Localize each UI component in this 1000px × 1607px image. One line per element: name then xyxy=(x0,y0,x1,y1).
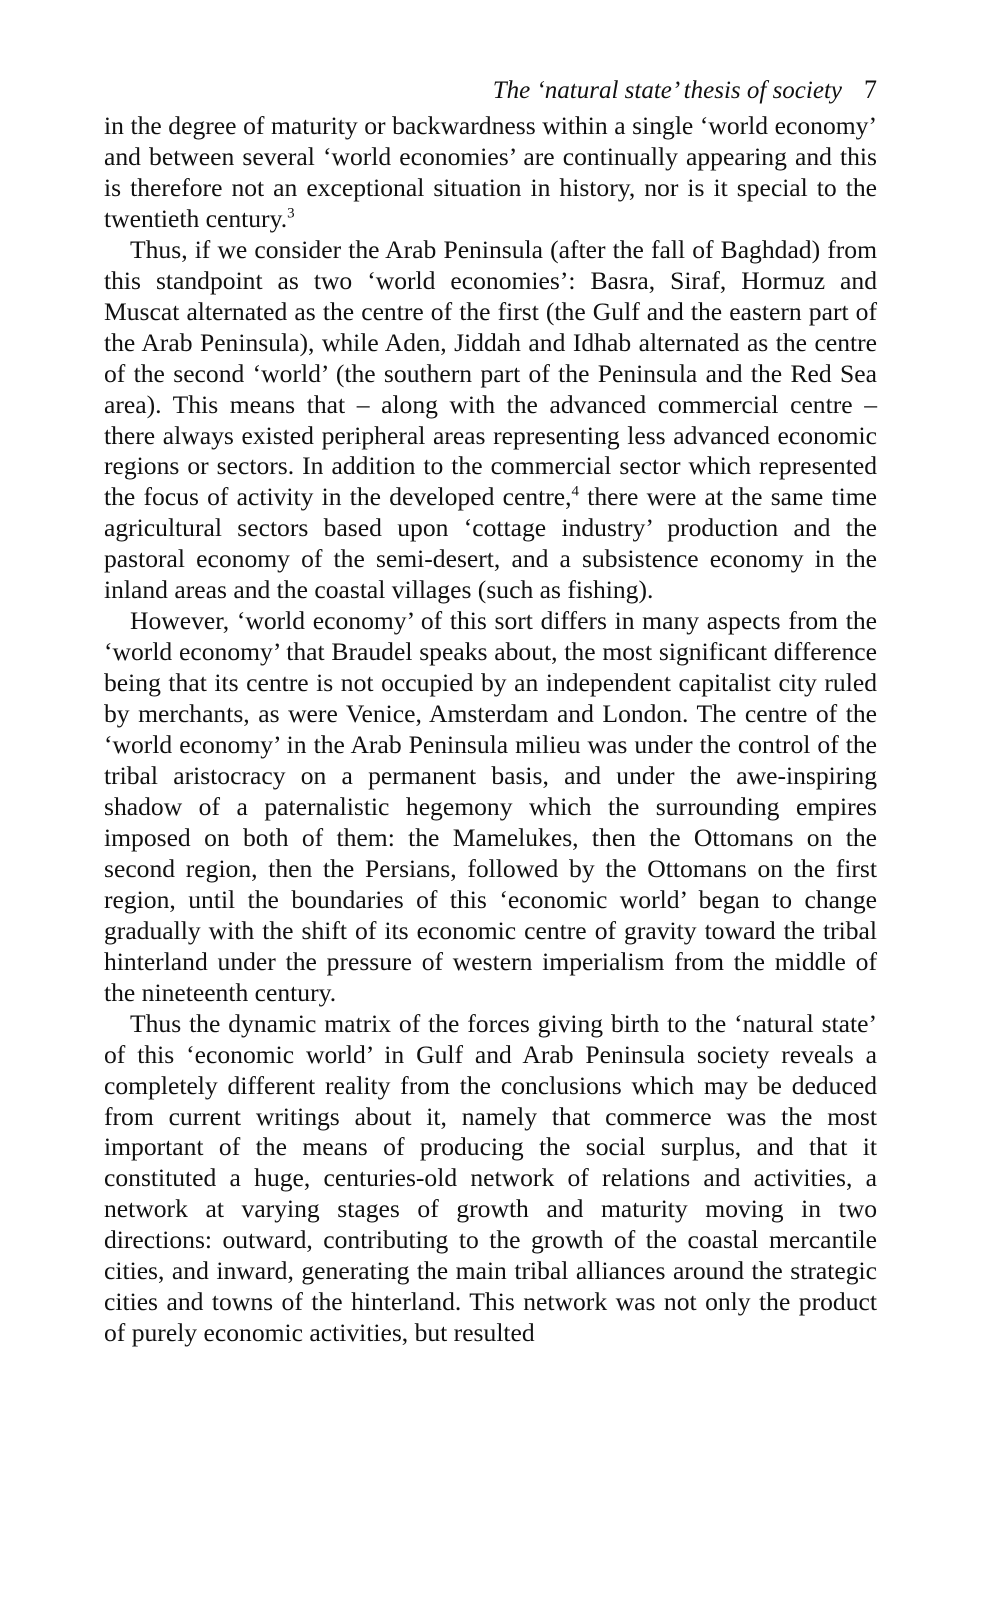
body-text xyxy=(104,111,877,1349)
footnote-marker: 4 xyxy=(571,483,580,500)
paragraph xyxy=(104,235,877,606)
running-head xyxy=(104,72,877,109)
paragraph-text: However, ‘world economy’ of this sort differs in many aspects from the ‘world economy’ that Braudel speaks about, the most significant difference being that its centre is not occupied by an independent capitalist city ruled by merchants, as were Venice, Amsterdam and London. The centre of the ‘world economy’ in the Arab Peninsula milieu was under the control of the tribal aristocracy on a permanent basis, and under the awe-inspiring shadow of a paternalistic hegemony which the surrounding empires imposed on both of them: the Mamelukes, then the Ottomans on the second region, then the Persians, followed by the Ottomans on the first region, until the boundaries of this ‘economic world’ began to change gradually with the shift of its economic centre of gravity toward the tribal hinterland under the pressure of western imperialism from the middle of the nineteenth century. xyxy=(104,606,877,1007)
page-number: 7 xyxy=(864,75,877,104)
running-title: The ‘natural state’ thesis of society xyxy=(492,77,842,104)
paragraph-text: there were at the same time agricultural sectors based upon ‘cottage industry’ production and the pastoral economy of the semi-desert, and a subsistence economy in the inland areas and the coastal villages (such as fishing). xyxy=(104,482,877,605)
paragraph-text: in the degree of maturity or backwardness within a single ‘world economy’ and between several ‘world economies’ are continually appearing and this is therefore not an exceptional situation in history, nor is it special to the twentieth century. xyxy=(104,111,877,233)
paragraph xyxy=(104,111,877,235)
paragraph-text: Thus the dynamic matrix of the forces giving birth to the ‘natural state’ of this ‘economic world’ in Gulf and Arab Peninsula society reveals a completely different reality from the conclusions which may be deduced from current writings about it, namely that commerce was the most important of the means of producing the social surplus, and that it constituted a huge, centuries-old network of relations and activities, a network at varying stages of growth and maturity moving in two directions: outward, contributing to the growth of the coastal mercantile cities, and inward, generating the main tribal alliances around the strategic cities and towns of the hinterland. This network was not only the product of purely economic activities, but resulted xyxy=(104,1008,877,1348)
paragraph-text: Thus, if we consider the Arab Peninsula (after the fall of Baghdad) from this standpoint as two ‘world economies’: Basra, Siraf, Hormuz and Muscat alternated as the centre of the first (the Gulf and the eastern part of the Arab Peninsula), while Aden, Jiddah and Idhab alternated as the centre of the second ‘world’ (the southern part of the Peninsula and the Red Sea area). This means that – along with the advanced commercial centre – there always existed peripheral areas representing less advanced economic regions or sectors. In addition to the commercial sector which represented the focus of activity in the developed centre, xyxy=(104,234,877,512)
paragraph xyxy=(104,606,877,1008)
book-page xyxy=(104,72,877,1572)
footnote-marker: 3 xyxy=(287,205,295,222)
paragraph xyxy=(104,1009,877,1349)
